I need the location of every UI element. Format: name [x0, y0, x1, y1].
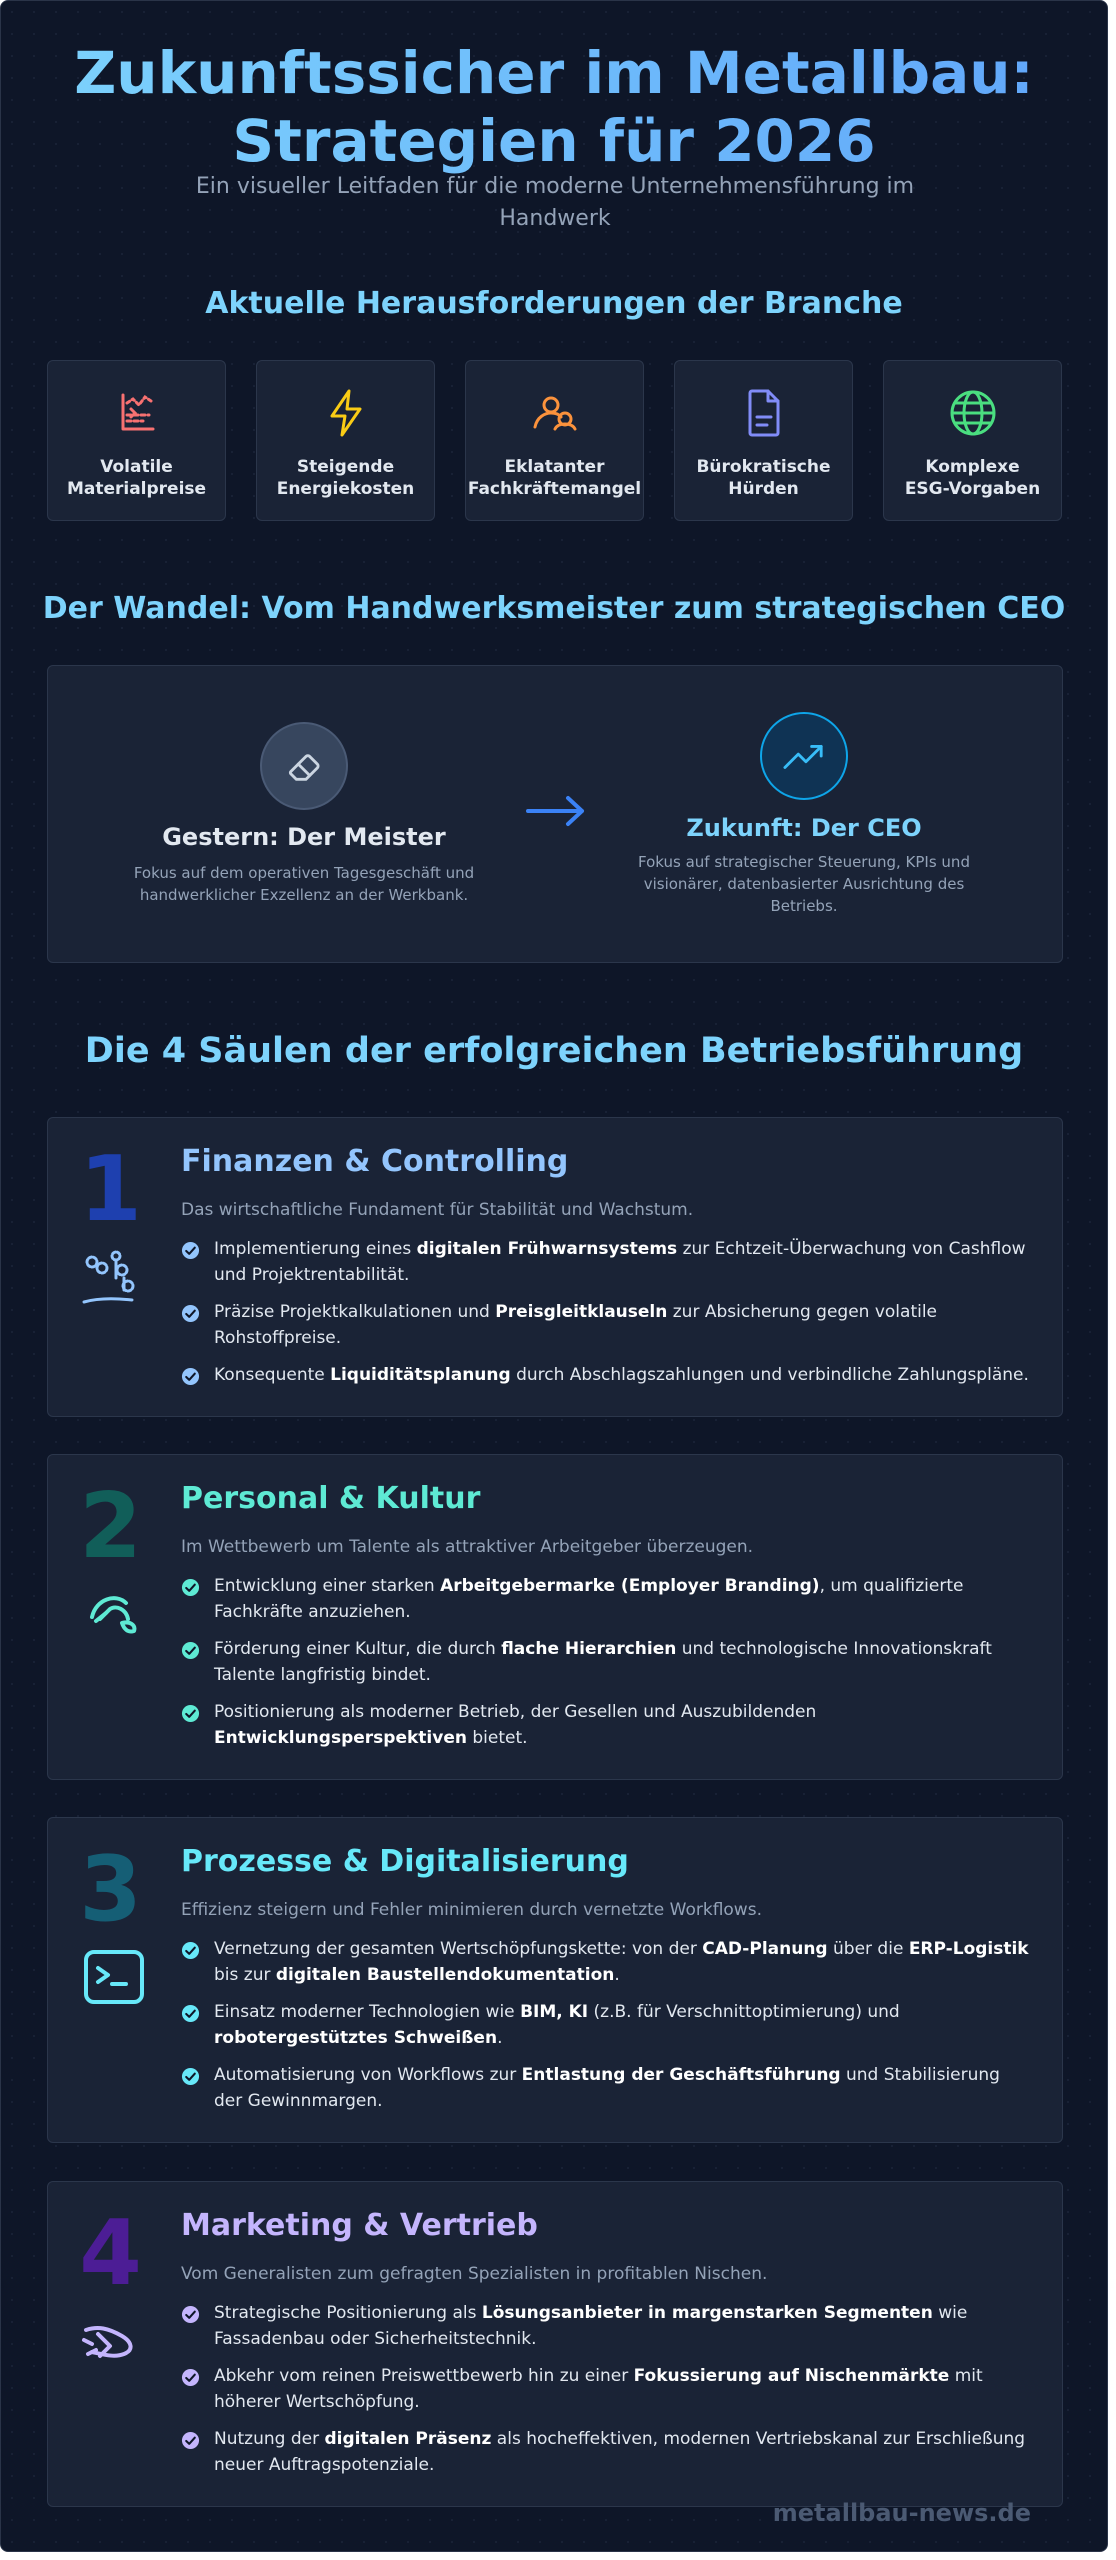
transformation-panel	[47, 665, 1063, 963]
bullet-item: Förderung einer Kultur, die durch flache Hierarchien und technologische Innovationskraft Talente langfristig bindet.	[181, 1636, 1031, 1688]
bullet-item: Strategische Positionierung als Lösungsanbieter in margenstarken Segmenten wie Fassadenbau oder Sicherheitstechnik.	[181, 2300, 1031, 2352]
bullet-item: Abkehr vom reinen Preiswettbewerb hin zu einer Fokussierung auf Nischenmärkte mit höherer Wertschöpfung.	[181, 2363, 1031, 2415]
check-circle-icon	[181, 1367, 200, 1386]
page-subtitle: Ein visueller Leitfaden für die moderne Unternehmensführung im Handwerk	[195, 174, 915, 231]
pillar-bullets	[181, 2300, 1031, 2489]
challenge-card-bureaucracy	[674, 360, 853, 521]
check-circle-icon	[181, 2368, 200, 2387]
future-text: Fokus auf strategischer Steuerung, KPIs und visionärer, datenbasierter Ausrichtung des Betriebs.	[638, 853, 970, 915]
lightning-icon	[318, 385, 374, 441]
future-title: Zukunft: Der CEO	[686, 814, 922, 842]
arrow-right-icon	[524, 794, 588, 828]
challenge-label: Komplexe ESG-Vorgaben	[904, 457, 1041, 499]
challenge-card-energy	[256, 360, 435, 521]
terminal-icon	[78, 1942, 148, 2012]
bullet-item: Automatisierung von Workflows zur Entlastung der Geschäftsführung und Stabilisierung der Gewinnmargen.	[181, 2062, 1031, 2114]
pillar-number: 4	[79, 2201, 142, 2306]
pillar-bullets	[181, 1573, 1031, 1762]
bullet-item: Präzise Projektkalkulationen und Preisgleitklauseln zur Absicherung gegen volatile Rohstoffpreise.	[181, 1299, 1031, 1351]
future-badge	[760, 712, 848, 800]
check-circle-icon	[181, 1241, 200, 1260]
challenge-label: Volatile Materialpreise	[66, 457, 207, 499]
challenge-card-skilled-workers	[465, 360, 644, 521]
title-line-2: Strategien für 2026	[232, 107, 876, 175]
check-circle-icon	[181, 2431, 200, 2450]
bullet-item: Nutzung der digitalen Präsenz als hocheffektiven, modernen Vertriebskanal zur Erschließung neuer Auftragspotenziale.	[181, 2426, 1031, 2478]
transformation-heading: Der Wandel: Vom Handwerksmeister zum strategischen CEO	[42, 591, 1066, 626]
yesterday-title: Gestern: Der Meister	[162, 823, 446, 851]
check-circle-icon	[181, 1304, 200, 1323]
check-circle-icon	[181, 2004, 200, 2023]
pillar-title: Personal & Kultur	[181, 1481, 481, 1516]
people-icon	[527, 385, 583, 441]
yesterday-text: Fokus auf dem operativen Tagesgeschäft und handwerklicher Exzellenz an der Werkbank.	[133, 864, 475, 904]
bullet-item: Implementierung eines digitalen Frühwarnsystems zur Echtzeit-Überwachung von Cashflow und Projektrentabilität.	[181, 1236, 1031, 1288]
challenge-label: Eklatanter Fachkräftemangel	[467, 457, 642, 499]
material-prices-icon	[109, 385, 165, 441]
pillar-subtitle: Im Wettbewerb um Talente als attraktiver Arbeitgeber überzeugen.	[181, 1537, 754, 1557]
pillar-subtitle: Das wirtschaftliche Fundament für Stabilität und Wachstum.	[181, 1200, 694, 1220]
check-circle-icon	[181, 2305, 200, 2324]
pillar-bullets	[181, 1936, 1031, 2125]
trending-up-icon	[762, 714, 846, 798]
bullet-item: Vernetzung der gesamten Wertschöpfungskette: von der CAD-Planung über die ERP-Logistik bis zur digitalen Baustellendokumentation.	[181, 1936, 1031, 1988]
bullet-item: Positionierung als moderner Betrieb, der Gesellen und Auszubildenden Entwicklungsperspektiven bietet.	[181, 1699, 1031, 1751]
challenge-label: Steigende Energiekosten	[276, 457, 415, 499]
pillar-number: 1	[79, 1137, 142, 1242]
check-circle-icon	[181, 1704, 200, 1723]
handshake-icon	[78, 1579, 148, 1649]
eraser-icon	[262, 724, 346, 808]
pillar-number: 2	[79, 1474, 142, 1579]
challenge-label: Bürokratische Hürden	[696, 457, 831, 499]
bullet-item: Konsequente Liquiditätsplanung durch Abschlagszahlungen und verbindliche Zahlungspläne.	[181, 1362, 1031, 1388]
pillar-processes	[47, 1817, 1063, 2143]
pillar-subtitle: Vom Generalisten zum gefragten Spezialisten in profitablen Nischen.	[181, 2264, 768, 2284]
pillar-title: Finanzen & Controlling	[181, 1144, 569, 1179]
challenge-card-materials	[47, 360, 226, 521]
globe-icon	[945, 385, 1001, 441]
yesterday-badge	[260, 722, 348, 810]
pillar-subtitle: Effizienz steigern und Fehler minimieren durch vernetzte Workflows.	[181, 1900, 762, 1920]
page-title	[1, 39, 1107, 175]
pillar-marketing	[47, 2181, 1063, 2507]
megaphone-icon	[78, 2306, 148, 2376]
bullet-item: Einsatz moderner Technologien wie BIM, KI (z.B. für Verschnittoptimierung) und robotergestütztes Schweißen.	[181, 1999, 1031, 2051]
pillar-title: Prozesse & Digitalisierung	[181, 1844, 629, 1879]
check-circle-icon	[181, 1578, 200, 1597]
pillars-heading: Die 4 Säulen der erfolgreichen Betriebsführung	[84, 1031, 1024, 1071]
footer-brand: metallbau-news.de	[772, 2499, 1031, 2527]
check-circle-icon	[181, 1641, 200, 1660]
challenge-card-esg	[883, 360, 1062, 521]
pillar-number: 3	[79, 1837, 142, 1942]
challenges-heading: Aktuelle Herausforderungen der Branche	[205, 286, 903, 321]
bullet-item: Entwicklung einer starken Arbeitgebermarke (Employer Branding), um qualifizierte Fachkräfte anzuziehen.	[181, 1573, 1031, 1625]
document-icon	[736, 385, 792, 441]
challenges-grid	[47, 360, 1063, 521]
pillar-bullets	[181, 1236, 1031, 1399]
check-circle-icon	[181, 1941, 200, 1960]
coins-icon	[78, 1242, 148, 1312]
pillar-people	[47, 1454, 1063, 1780]
check-circle-icon	[181, 2067, 200, 2086]
title-line-1: Zukunftssicher im Metallbau:	[74, 39, 1034, 107]
pillar-finance	[47, 1117, 1063, 1417]
pillar-title: Marketing & Vertrieb	[181, 2208, 538, 2243]
